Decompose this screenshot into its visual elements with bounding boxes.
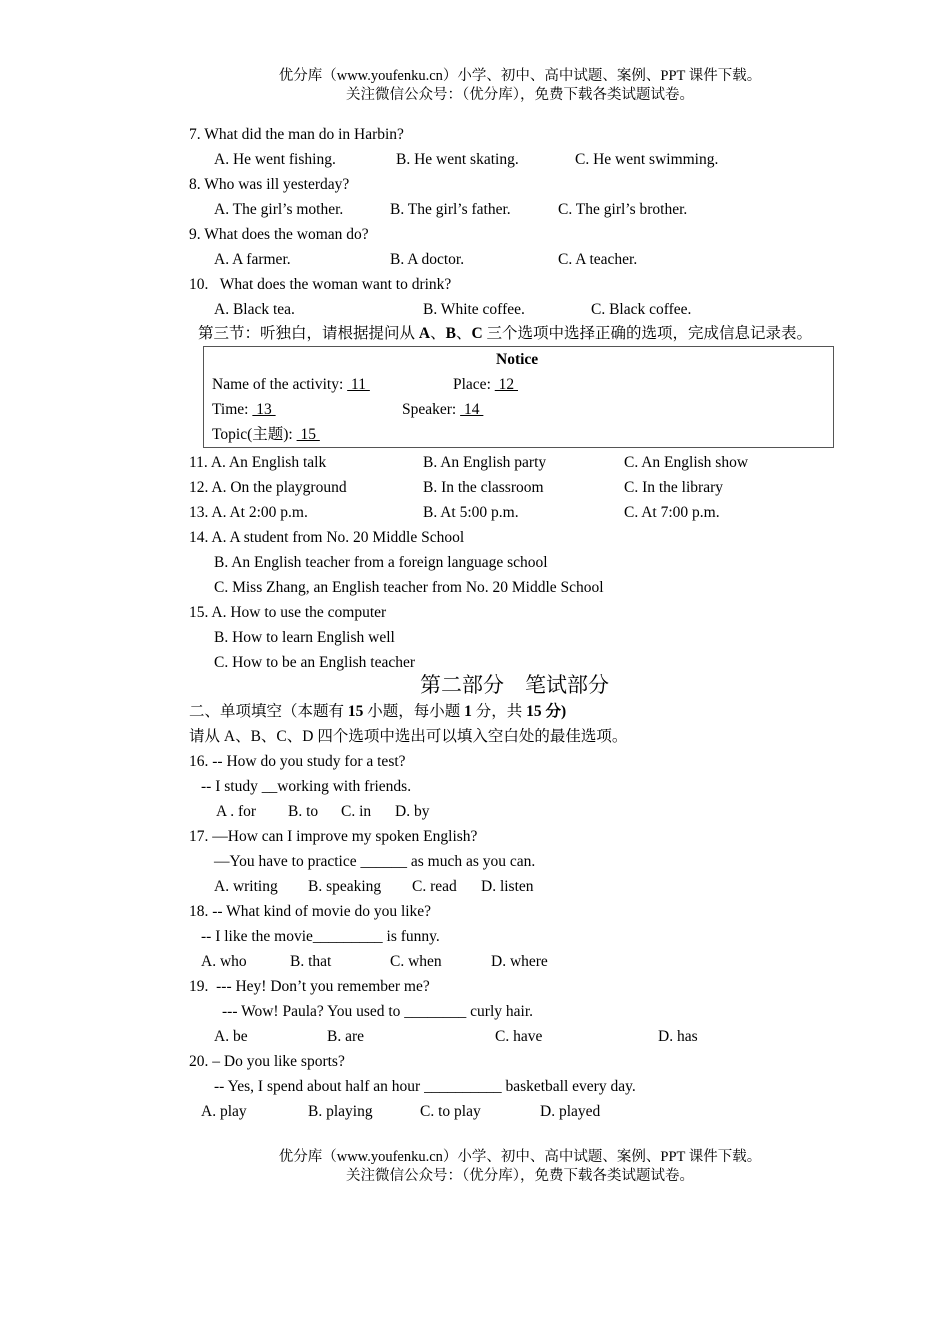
q7-stem: 7. What did the man do in Harbin? bbox=[189, 126, 404, 143]
q19-option-a: A. be bbox=[214, 1028, 248, 1045]
q16-option-b: B. to bbox=[288, 803, 319, 820]
q13-option-a: 13. A. At 2:00 p.m. bbox=[189, 504, 308, 521]
q11-option-b: B. An English party bbox=[423, 454, 547, 471]
q20-option-a: A. play bbox=[201, 1103, 247, 1120]
q8-option-c: C. The girl’s brother. bbox=[558, 201, 688, 218]
topic-label: Topic(主题): bbox=[212, 426, 297, 443]
q7-option-c: C. He went swimming. bbox=[575, 151, 719, 168]
q20-option-c: C. to play bbox=[420, 1103, 481, 1120]
q7-option-a: A. He went fishing. bbox=[214, 151, 336, 168]
q18-option-b: B. that bbox=[290, 953, 332, 970]
notice-activity bbox=[212, 375, 370, 395]
q11-option-c: C. An English show bbox=[624, 454, 749, 471]
place-blank: 12 bbox=[494, 376, 518, 393]
section3-sep-2: 、 bbox=[455, 325, 472, 342]
q17-option-d: D. listen bbox=[481, 878, 534, 895]
q20-option-d: D. played bbox=[540, 1103, 601, 1120]
topic-blank: 15 bbox=[296, 426, 320, 443]
q12-option-a: 12. A. On the playground bbox=[189, 479, 347, 496]
q10-option-c: C. Black coffee. bbox=[591, 301, 692, 318]
points-each: 1 bbox=[464, 703, 472, 720]
notice-topic bbox=[212, 425, 320, 445]
q16-option-a: A . for bbox=[216, 803, 257, 820]
section3-instruction bbox=[198, 324, 812, 344]
q18-response: -- I like the movie_________ is funny. bbox=[201, 928, 440, 945]
q8-stem: 8. Who was ill yesterday? bbox=[189, 176, 350, 193]
q20-stem: 20. – Do you like sports? bbox=[189, 1053, 345, 1070]
section-heading bbox=[189, 702, 566, 722]
q16-option-d: D. by bbox=[395, 803, 430, 820]
q14-option-c: C. Miss Zhang, an English teacher from No. 20 Middle School bbox=[214, 579, 604, 596]
q20-response: -- Yes, I spend about half an hour __________ basketball every day. bbox=[214, 1078, 636, 1095]
footer-line-2: 关注微信公众号：（优分库），免费下载各类试题试卷。 bbox=[346, 1168, 694, 1184]
activity-label: Name of the activity: bbox=[212, 376, 348, 393]
q20-option-b: B. playing bbox=[308, 1103, 373, 1120]
q17-option-b: B. speaking bbox=[308, 878, 382, 895]
q10-option-a: A. Black tea. bbox=[214, 301, 295, 318]
speaker-blank: 14 bbox=[460, 401, 484, 418]
section3-option-b: B bbox=[445, 325, 456, 342]
section-heading-text-3: 分，共 bbox=[471, 703, 527, 720]
q19-stem: 19. --- Hey! Don’t you remember me? bbox=[189, 978, 430, 995]
q10-stem: 10. What does the woman want to drink? bbox=[189, 276, 452, 293]
q17-option-a: A. writing bbox=[214, 878, 278, 895]
section-instruction: 请从 A、B、C、D 四个选项中选出可以填入空白处的最佳选项。 bbox=[189, 728, 628, 745]
section-heading-text-2: 小题，每小题 bbox=[363, 703, 465, 720]
points-total: 15 bbox=[526, 703, 542, 720]
q11-option-a: 11. A. An English talk bbox=[189, 454, 327, 471]
time-label: Time: bbox=[212, 401, 253, 418]
q8-option-b: B. The girl’s father. bbox=[390, 201, 511, 218]
question-count: 15 bbox=[347, 703, 364, 720]
section-heading-text-4: 分) bbox=[541, 703, 567, 720]
q16-stem: 16. -- How do you study for a test? bbox=[189, 753, 406, 770]
notice-time bbox=[212, 400, 276, 420]
q10-option-b: B. White coffee. bbox=[423, 301, 525, 318]
speaker-label: Speaker: bbox=[402, 401, 461, 418]
q18-stem: 18. -- What kind of movie do you like? bbox=[189, 903, 432, 920]
q17-stem: 17. —How can I improve my spoken English? bbox=[189, 828, 478, 845]
q8-option-a: A. The girl’s mother. bbox=[214, 201, 344, 218]
q14-option-a: 14. A. A student from No. 20 Middle School bbox=[189, 529, 465, 546]
q9-option-b: B. A doctor. bbox=[390, 251, 465, 268]
q19-response: --- Wow! Paula? You used to ________ curly hair. bbox=[222, 1003, 534, 1020]
q18-option-d: D. where bbox=[491, 953, 548, 970]
q13-option-b: B. At 5:00 p.m. bbox=[423, 504, 519, 521]
q9-option-a: A. A farmer. bbox=[214, 251, 291, 268]
q16-response: -- I study __working with friends. bbox=[201, 778, 412, 795]
place-label: Place: bbox=[453, 376, 495, 393]
section3-option-a: A bbox=[418, 325, 431, 342]
notice-title: Notice bbox=[496, 351, 539, 368]
header-line-1: 优分库（www.youfenku.cn）小学、初中、高中试题、案例、PPT 课件下载。 bbox=[278, 68, 762, 84]
activity-blank: 11 bbox=[347, 376, 370, 393]
q16-option-c: C. in bbox=[341, 803, 372, 820]
q12-option-b: B. In the classroom bbox=[423, 479, 544, 496]
q17-option-c: C. read bbox=[412, 878, 457, 895]
section3-text-2: 三个选项中选择正确的选项，完成信息记录表。 bbox=[482, 325, 813, 342]
q15-option-c: C. How to be an English teacher bbox=[214, 654, 416, 671]
q13-option-c: C. At 7:00 p.m. bbox=[624, 504, 720, 521]
q15-option-a: 15. A. How to use the computer bbox=[189, 604, 387, 621]
q9-stem: 9. What does the woman do? bbox=[189, 226, 369, 243]
notice-place bbox=[453, 375, 518, 395]
notice-speaker bbox=[402, 400, 483, 420]
section-heading-text-1: 二、单项填空（本题有 bbox=[189, 703, 348, 720]
q12-option-c: C. In the library bbox=[624, 479, 724, 496]
q15-option-b: B. How to learn English well bbox=[214, 629, 395, 646]
section3-option-c: C bbox=[471, 325, 483, 342]
q18-option-c: C. when bbox=[390, 953, 442, 970]
q19-option-c: C. have bbox=[495, 1028, 543, 1045]
footer-line-1: 优分库（www.youfenku.cn）小学、初中、高中试题、案例、PPT 课件下载。 bbox=[278, 1149, 762, 1165]
q19-option-b: B. are bbox=[327, 1028, 365, 1045]
q18-option-a: A. who bbox=[201, 953, 247, 970]
header-line-2: 关注微信公众号：（优分库），免费下载各类试题试卷。 bbox=[346, 87, 694, 103]
q19-option-d: D. has bbox=[658, 1028, 698, 1045]
q7-option-b: B. He went skating. bbox=[396, 151, 519, 168]
q17-response: —You have to practice ______ as much as you can. bbox=[214, 853, 536, 870]
part2-title: 第二部分 笔试部分 bbox=[420, 673, 609, 697]
section3-sep-1: 、 bbox=[430, 325, 446, 342]
q14-option-b: B. An English teacher from a foreign language school bbox=[214, 554, 548, 571]
section3-text-1: 第三节：听独白，请根据提问从 bbox=[198, 325, 419, 342]
time-blank: 13 bbox=[252, 401, 276, 418]
q9-option-c: C. A teacher. bbox=[558, 251, 638, 268]
